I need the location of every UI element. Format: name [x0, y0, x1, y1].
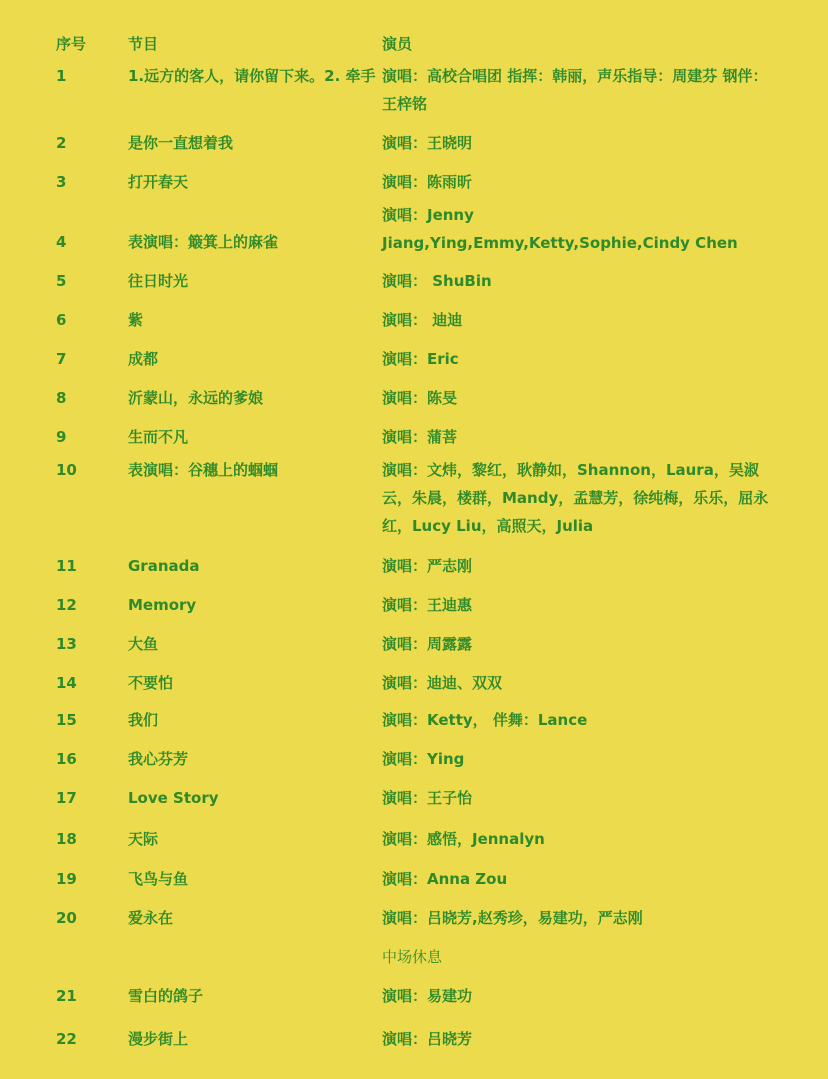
row-number: 19 — [56, 870, 77, 888]
row-performer: 演唱：高校合唱团 指挥：韩丽，声乐指导：周建芬 钢伴：王梓铭 — [382, 67, 768, 113]
row-number: 22 — [56, 1030, 77, 1048]
row-performer: 演唱： ShuBin — [382, 272, 492, 290]
row-performer: 演唱：陈雨昕 — [382, 173, 473, 191]
row-program: 不要怕 — [128, 674, 174, 692]
header-program: 节目 — [128, 35, 159, 53]
row-program: 飞鸟与鱼 — [128, 870, 189, 888]
header-number: 序号 — [56, 35, 87, 53]
row-program: Memory — [128, 596, 197, 614]
row-number: 21 — [56, 987, 77, 1005]
row-performer: 演唱：Eric — [382, 350, 459, 368]
row-number: 9 — [56, 428, 67, 446]
row-performer: 演唱：王晓明 — [382, 134, 473, 152]
row-program: 成都 — [128, 350, 159, 368]
row-program: 是你一直想着我 — [128, 134, 234, 152]
row-program: 1.远方的客人，请你留下来。2. 牵手 — [128, 67, 376, 85]
row-performer: 演唱：严志刚 — [382, 557, 473, 575]
row-performer: 演唱：Anna Zou — [382, 870, 508, 888]
row-performer: 演唱：文炜，黎红，耿静如，Shannon，Laura，吴淑云，朱晨，楼群，Mandy，孟慧芳，徐纯梅，乐乐，屈永红，Lucy Liu，高照天，Julia — [382, 461, 769, 535]
row-number: 13 — [56, 635, 77, 653]
row-program: 沂蒙山，永远的爹娘 — [128, 389, 264, 407]
row-program: Granada — [128, 557, 200, 575]
row-performer: 演唱：陈旻 — [382, 389, 458, 407]
row-number: 14 — [56, 674, 77, 692]
row-performer: 演唱：吕晓芳,赵秀珍，易建功，严志刚 — [382, 909, 643, 927]
row-performer: 演唱：周露露 — [382, 635, 473, 653]
row-program: 大鱼 — [128, 635, 159, 653]
row-program: 雪白的鸽子 — [128, 987, 204, 1005]
row-program: 我心芬芳 — [128, 750, 189, 768]
row-performer: 演唱：王迪惠 — [382, 596, 473, 614]
row-program: 打开春天 — [128, 173, 189, 191]
row-performer: 演唱： 迪迪 — [382, 311, 463, 329]
row-program: 生而不凡 — [128, 428, 189, 446]
row-program: 爱永在 — [128, 909, 174, 927]
row-number: 8 — [56, 389, 67, 407]
row-number: 5 — [56, 272, 67, 290]
row-performer: 演唱：蒲菩 — [382, 428, 458, 446]
row-number: 10 — [56, 461, 77, 479]
row-number: 17 — [56, 789, 77, 807]
row-program: 漫步街上 — [128, 1030, 189, 1048]
row-number: 15 — [56, 711, 77, 729]
row-number: 2 — [56, 134, 67, 152]
header-performer: 演员 — [382, 35, 413, 53]
row-number: 11 — [56, 557, 77, 575]
row-number: 3 — [56, 173, 67, 191]
row-number: 6 — [56, 311, 67, 329]
row-number: 1 — [56, 67, 67, 85]
row-program: 表演唱：簸箕上的麻雀 — [128, 233, 279, 251]
row-performer: 演唱：迪迪、双双 — [382, 674, 503, 692]
row-performer: 演唱：Jenny Jiang,Ying,Emmy,Ketty,Sophie,Cindy Chen — [382, 206, 738, 252]
row-performer: 演唱：感悟，Jennalyn — [382, 830, 545, 848]
row-program: 天际 — [128, 830, 159, 848]
row-program: 紫 — [128, 311, 144, 329]
row-performer: 演唱：吕晓芳 — [382, 1030, 473, 1048]
row-program: 我们 — [128, 711, 159, 729]
row-performer: 演唱：Ketty， 伴舞：Lance — [382, 711, 588, 729]
row-program: 往日时光 — [128, 272, 189, 290]
row-number: 18 — [56, 830, 77, 848]
row-performer: 演唱：易建功 — [382, 987, 473, 1005]
row-number: 4 — [56, 233, 67, 251]
row-performer: 演唱：Ying — [382, 750, 465, 768]
row-number: 12 — [56, 596, 77, 614]
intermission-label: 中场休息 — [382, 948, 443, 966]
row-number: 16 — [56, 750, 77, 768]
row-program: 表演唱：谷穗上的蝈蝈 — [128, 461, 279, 479]
row-program: Love Story — [128, 789, 219, 807]
row-number: 7 — [56, 350, 67, 368]
row-number: 20 — [56, 909, 77, 927]
row-performer: 演唱：王子怡 — [382, 789, 473, 807]
